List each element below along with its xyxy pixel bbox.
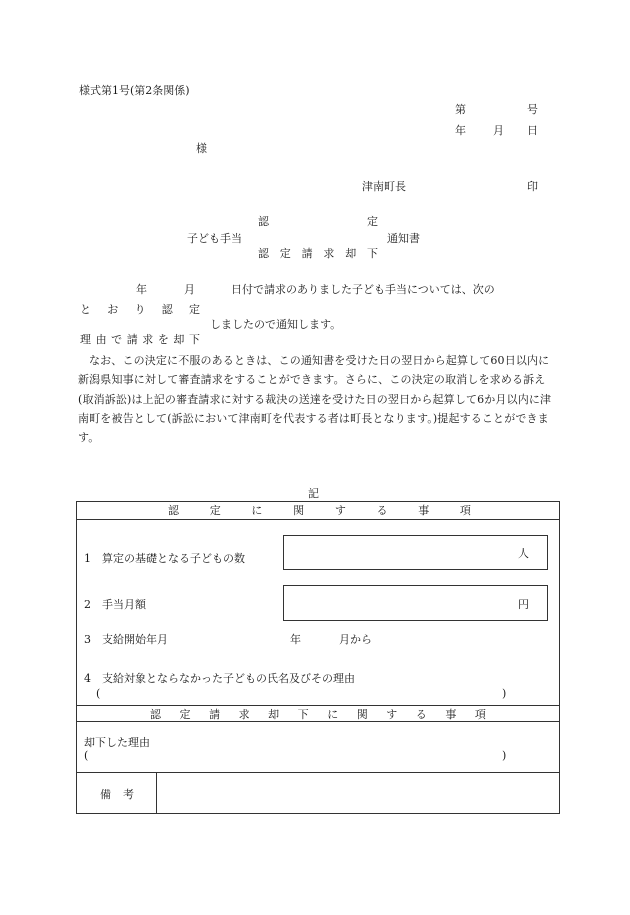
intro-char: を [157,333,169,346]
title-char: 求 [323,247,335,260]
intro-month: 月 [184,283,195,296]
item2-label: 2 手当月額 [84,598,146,611]
header-char: 請 [209,708,221,721]
ki-label: 記 [308,487,319,500]
title-right: 通知書 [387,232,420,245]
header-char: 事 [418,504,430,517]
header-char: 関 [356,708,368,721]
intro-year: 年 [136,283,147,296]
title-char: 下 [366,247,378,260]
header-char: る [415,708,427,721]
header-char: 関 [293,504,305,517]
intro-char: 認 [161,303,173,316]
title-char: 請 [301,247,313,260]
number-suffix: 号 [527,103,538,116]
intro-char: り [134,303,146,316]
intro-char: 請 [126,333,138,346]
open-paren: ( [84,749,89,762]
intro-char: 求 [142,333,154,346]
item3-month-from: 月から [339,633,372,646]
header-char: 求 [238,708,250,721]
intro-line2 [80,304,200,315]
date-year: 年 [455,124,466,137]
item1-label: 1 算定の基礎となる子どもの数 [84,552,245,565]
intro-char: 理 [80,333,91,346]
close-paren: ) [502,749,507,762]
title-char: 定 [279,247,291,260]
header-char: る [376,504,388,517]
section2-header [150,709,486,720]
title-left: 子ども手当 [187,232,242,245]
header-char: 項 [459,504,471,517]
divider [76,721,560,722]
header-char: 定 [179,708,191,721]
divider [76,519,560,520]
close-paren: ) [502,687,507,700]
header-char: 定 [209,504,221,517]
header-char: 事 [445,708,457,721]
item1-unit: 人 [518,547,529,560]
header-char: 却 [268,708,280,721]
title-bottom-line [258,248,378,259]
intro-char: で [111,333,123,346]
intro-line3: しましたので通知します。 [210,318,342,331]
title-top-line [258,216,378,227]
divider [76,705,560,706]
header-char: に [327,708,339,721]
title-char: 認 [258,215,269,228]
intro-char: お [107,303,119,316]
header-char: 項 [474,708,486,721]
header-char: す [334,504,346,517]
item4-label: 4 支給対象とならなかった子どもの氏名及びその理由 [84,672,355,685]
open-paren: ( [96,687,101,700]
intro-line4 [80,334,200,345]
children-count-field[interactable] [283,535,548,570]
number-prefix: 第 [455,103,466,116]
monthly-amount-field[interactable] [283,585,548,621]
title-char: 却 [345,247,357,260]
item2-unit: 円 [518,598,529,611]
header-char: に [251,504,263,517]
form-number: 様式第1号(第2条関係) [79,84,190,97]
intro-char: と [80,303,91,316]
intro-char: 却 [173,333,185,346]
rejection-label: 却下した理由 [84,736,150,749]
issuer-name: 津南町長 [362,180,406,193]
appeal-notice: なお、この決定に不服のあるときは、この通知書を受けた日の翌日から起算して60日以内に新潟県知事に対して審査請求をすることができます。さらに、この決定の取消しを求める訴え(取消訴訟)は上記の審査請求に対する裁決の送達を受けた日の翌日から起算して6か月以内に津南町を被告として(訴訟において津南町を代表する者は町長となります。)提起することができます。 [78,354,552,445]
item3-year: 年 [290,633,301,646]
intro-char: 由 [95,333,107,346]
remarks-field[interactable] [157,773,559,813]
date-day: 日 [527,124,538,137]
remarks-label [100,789,134,800]
recipient-honorific: 様 [196,142,207,155]
intro-char: 定 [189,303,200,316]
header-char: す [386,708,398,721]
header-char: 下 [297,708,309,721]
title-char: 認 [258,247,269,260]
remarks-char: 備 [100,788,111,801]
section1-header [168,505,471,516]
date-month: 月 [493,124,504,137]
header-char: 認 [150,708,161,721]
intro-char: 下 [188,333,200,346]
remarks-char: 考 [123,788,134,801]
title-char: 定 [367,215,378,228]
intro-line1: 日付で請求のありました子ども手当については、次の [231,283,495,296]
item3-label: 3 支給開始年月 [84,633,168,646]
header-char: 認 [168,504,179,517]
seal-mark: 印 [527,180,538,193]
